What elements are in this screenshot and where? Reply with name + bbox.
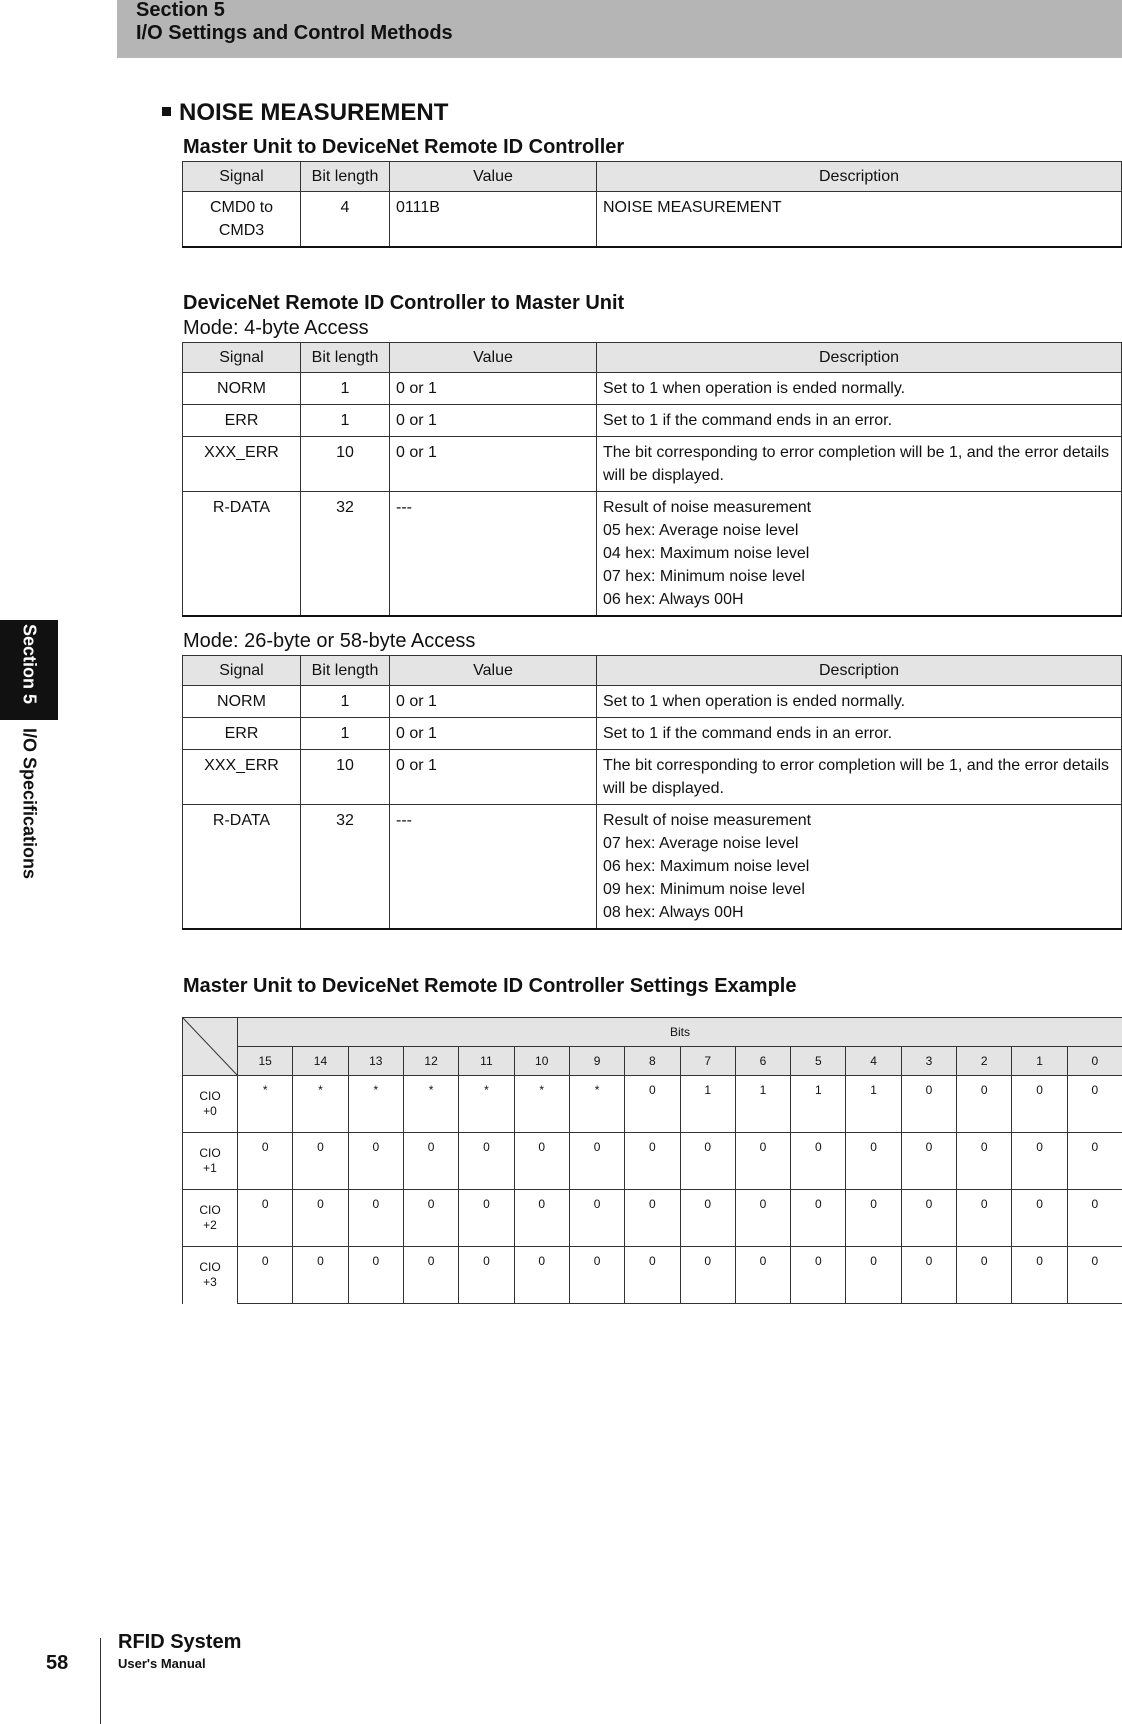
bit-number: 13	[348, 1047, 403, 1076]
bit-label-cell	[846, 1104, 901, 1133]
table3-mode: Mode: 26-byte or 58-byte Access	[183, 630, 476, 652]
bit-value: *	[348, 1076, 403, 1105]
bit-label-cell	[403, 1275, 458, 1304]
bit-value: 0	[403, 1133, 458, 1162]
bit-value: 0	[901, 1247, 956, 1276]
table-row	[183, 373, 1122, 405]
bit-value: *	[238, 1076, 293, 1105]
table-row	[183, 718, 1122, 750]
bit-label-cell	[1067, 1104, 1122, 1133]
bit-label-cell	[735, 1161, 790, 1190]
table-cell: 1	[301, 686, 390, 718]
bit-label-cell	[569, 1275, 624, 1304]
bit-value: 0	[791, 1247, 846, 1276]
bit-number: 2	[957, 1047, 1012, 1076]
bit-label-cell	[293, 1104, 348, 1133]
bit-number-row	[183, 1047, 1122, 1076]
bits-header-row	[183, 1018, 1122, 1047]
bit-value: 0	[680, 1247, 735, 1276]
footer-subtitle: User's Manual	[118, 1656, 206, 1671]
bit-label-cell	[459, 1218, 514, 1247]
bit-label-cell	[1012, 1161, 1067, 1190]
bit-value: *	[293, 1076, 348, 1105]
bit-label-cell	[238, 1161, 293, 1190]
bit-value: 0	[403, 1190, 458, 1219]
bit-label-cell	[901, 1275, 956, 1304]
bit-number: 3	[901, 1047, 956, 1076]
bit-label-cell	[514, 1218, 569, 1247]
side-tab-section: Section 5	[19, 624, 40, 705]
bit-number: 5	[791, 1047, 846, 1076]
bit-label-cell	[791, 1161, 846, 1190]
bit-number: 9	[569, 1047, 624, 1076]
bit-label-cell	[403, 1104, 458, 1133]
table-cell: R-DATA	[183, 492, 301, 617]
bit-value: 0	[625, 1190, 680, 1219]
bit-value: 0	[957, 1076, 1012, 1105]
bit-label-cell	[293, 1275, 348, 1304]
table-cell: NORM	[183, 686, 301, 718]
bit-label-cell	[957, 1104, 1012, 1133]
table-row	[183, 192, 1122, 248]
table-cell: 10	[301, 750, 390, 805]
bit-label-cell	[680, 1161, 735, 1190]
table-cell: NOISE MEASUREMENT	[597, 192, 1122, 248]
table-cell: XXX_ERR	[183, 437, 301, 492]
bit-label-cell	[238, 1104, 293, 1133]
bit-label-cell	[791, 1275, 846, 1304]
bit-value: 0	[293, 1190, 348, 1219]
bit-label-cell	[514, 1161, 569, 1190]
table-cell: 0 or 1	[390, 686, 597, 718]
bit-label-cell	[625, 1104, 680, 1133]
cio-label: CIO +1	[183, 1133, 238, 1190]
table-header-row	[183, 343, 1122, 373]
column-header: Value	[390, 162, 597, 192]
bit-value: 0	[846, 1247, 901, 1276]
bit-value: 0	[625, 1133, 680, 1162]
bit-number: 0	[1067, 1047, 1122, 1076]
bit-value: 0	[293, 1133, 348, 1162]
bit-label-cell	[791, 1218, 846, 1247]
bit-value: 0	[403, 1247, 458, 1276]
bits-label: Bits	[238, 1018, 1122, 1047]
bit-label-cell	[293, 1161, 348, 1190]
table-cell: Set to 1 if the command ends in an error.	[597, 718, 1122, 750]
bit-label-row	[183, 1104, 1122, 1133]
table-cell: 0 or 1	[390, 373, 597, 405]
bit-value: 0	[459, 1247, 514, 1276]
bit-label-cell	[846, 1161, 901, 1190]
response-table-26-58byte	[182, 655, 1122, 930]
bit-label-cell	[680, 1104, 735, 1133]
table-cell: ERR	[183, 405, 301, 437]
bit-number: 14	[293, 1047, 348, 1076]
square-bullet-icon	[162, 107, 171, 116]
bit-label-cell	[1012, 1275, 1067, 1304]
table-header-row	[183, 162, 1122, 192]
bit-label-cell	[901, 1104, 956, 1133]
bit-value: 0	[625, 1247, 680, 1276]
bit-label-cell	[514, 1104, 569, 1133]
bit-number: 8	[625, 1047, 680, 1076]
bit-value: 0	[348, 1133, 403, 1162]
bit-value: 1	[735, 1076, 790, 1105]
bit-number: 12	[403, 1047, 458, 1076]
bit-value: 0	[569, 1247, 624, 1276]
bit-value: *	[514, 1076, 569, 1105]
bit-label-cell	[901, 1161, 956, 1190]
cio-label: CIO +0	[183, 1076, 238, 1133]
table-cell: ---	[390, 805, 597, 930]
settings-example-heading: Master Unit to DeviceNet Remote ID Controller Settings Example	[183, 975, 797, 997]
bit-value: 1	[846, 1076, 901, 1105]
bits-table	[182, 1017, 1122, 1304]
bit-label-cell	[1012, 1218, 1067, 1247]
bit-label-cell	[625, 1218, 680, 1247]
bit-label-cell	[348, 1104, 403, 1133]
column-header: Signal	[183, 162, 301, 192]
bit-label-cell	[957, 1275, 1012, 1304]
table-row	[183, 686, 1122, 718]
bit-value: 0	[791, 1190, 846, 1219]
bit-value: *	[403, 1076, 458, 1105]
bit-number: 6	[735, 1047, 790, 1076]
table-cell: 0 or 1	[390, 750, 597, 805]
cio-label: CIO +2	[183, 1190, 238, 1247]
bit-label-cell	[1067, 1161, 1122, 1190]
table-cell: XXX_ERR	[183, 750, 301, 805]
table-cell: CMD0 to CMD3	[183, 192, 301, 248]
column-header: Description	[597, 656, 1122, 686]
bit-label-cell	[735, 1218, 790, 1247]
page-number: 58	[46, 1652, 69, 1674]
bit-value: 0	[348, 1247, 403, 1276]
page-header	[117, 0, 1122, 58]
table-row	[183, 437, 1122, 492]
table-cell: 32	[301, 805, 390, 930]
bit-value: 0	[459, 1190, 514, 1219]
corner-cell	[183, 1018, 238, 1076]
bit-label-cell	[1067, 1275, 1122, 1304]
bit-label-cell	[348, 1218, 403, 1247]
bit-label-cell	[348, 1275, 403, 1304]
bit-label-cell	[238, 1218, 293, 1247]
bit-label-cell	[514, 1275, 569, 1304]
table-cell: 32	[301, 492, 390, 617]
bit-label-cell	[569, 1104, 624, 1133]
response-table-4byte	[182, 342, 1122, 617]
column-header: Bit length	[301, 656, 390, 686]
bit-label-row	[183, 1161, 1122, 1190]
table-cell: ---	[390, 492, 597, 617]
bit-value: 0	[1067, 1190, 1122, 1219]
bit-label-cell	[238, 1275, 293, 1304]
bit-number: 4	[846, 1047, 901, 1076]
bit-label-cell	[459, 1104, 514, 1133]
column-header: Bit length	[301, 343, 390, 373]
bit-value: *	[459, 1076, 514, 1105]
table-cell: R-DATA	[183, 805, 301, 930]
column-header: Value	[390, 656, 597, 686]
table-row	[183, 405, 1122, 437]
command-table	[182, 161, 1122, 248]
bit-value: *	[569, 1076, 624, 1105]
table-cell: 0 or 1	[390, 405, 597, 437]
bit-label-row	[183, 1275, 1122, 1304]
bit-label-cell	[846, 1275, 901, 1304]
header-section: Section 5	[136, 0, 225, 21]
bit-value: 0	[735, 1190, 790, 1219]
bit-value: 0	[901, 1076, 956, 1105]
column-header: Signal	[183, 656, 301, 686]
bit-label-cell	[625, 1161, 680, 1190]
cio-label: CIO +3	[183, 1247, 238, 1304]
bit-value: 0	[957, 1133, 1012, 1162]
side-tab-label: I/O Specifications	[19, 728, 40, 880]
table-cell: 0 or 1	[390, 437, 597, 492]
bit-number: 1	[1012, 1047, 1067, 1076]
bit-label-cell	[459, 1161, 514, 1190]
bit-value: 0	[846, 1190, 901, 1219]
bit-value: 0	[625, 1076, 680, 1105]
bit-value: 0	[1067, 1133, 1122, 1162]
table-cell: 0 or 1	[390, 718, 597, 750]
column-header: Description	[597, 343, 1122, 373]
bit-label-cell	[348, 1161, 403, 1190]
bit-number: 11	[459, 1047, 514, 1076]
table-cell: Set to 1 if the command ends in an error.	[597, 405, 1122, 437]
table-cell: 4	[301, 192, 390, 248]
bit-number: 7	[680, 1047, 735, 1076]
column-header: Bit length	[301, 162, 390, 192]
bit-label-row	[183, 1218, 1122, 1247]
bit-label-cell	[569, 1161, 624, 1190]
table-cell: NORM	[183, 373, 301, 405]
bit-label-cell	[791, 1104, 846, 1133]
bit-value: 0	[1012, 1247, 1067, 1276]
bit-label-cell	[1067, 1218, 1122, 1247]
bit-value: 0	[1012, 1190, 1067, 1219]
bit-value: 0	[1067, 1076, 1122, 1105]
page-title-text: NOISE MEASUREMENT	[179, 99, 449, 126]
bit-value-row	[183, 1190, 1122, 1219]
column-header: Value	[390, 343, 597, 373]
bit-value: 0	[957, 1247, 1012, 1276]
bit-number: 15	[238, 1047, 293, 1076]
bit-value: 0	[735, 1133, 790, 1162]
bit-value: 0	[514, 1247, 569, 1276]
table-cell: 0111B	[390, 192, 597, 248]
bit-value: 0	[680, 1133, 735, 1162]
bit-value: 0	[901, 1133, 956, 1162]
bit-label-cell	[735, 1275, 790, 1304]
bit-label-cell	[625, 1275, 680, 1304]
bit-value: 0	[238, 1247, 293, 1276]
bit-value: 0	[1067, 1247, 1122, 1276]
table-cell: ERR	[183, 718, 301, 750]
table-cell: Result of noise measurement 05 hex: Average noise level 04 hex: Maximum noise level 07 hex: Minimum noise level 06 hex: Always 00H	[597, 492, 1122, 617]
bit-label-cell	[901, 1218, 956, 1247]
table-cell: Set to 1 when operation is ended normally.	[597, 686, 1122, 718]
bit-label-cell	[1012, 1104, 1067, 1133]
bit-value-row	[183, 1247, 1122, 1276]
bit-label-cell	[735, 1104, 790, 1133]
bit-value: 0	[459, 1133, 514, 1162]
bit-value: 0	[846, 1133, 901, 1162]
bit-value-row	[183, 1133, 1122, 1162]
table-header-row	[183, 656, 1122, 686]
bit-value: 0	[238, 1133, 293, 1162]
table-cell: 10	[301, 437, 390, 492]
footer-title: RFID System	[118, 1631, 242, 1653]
bit-value: 0	[791, 1133, 846, 1162]
diagonal-line	[183, 1018, 238, 1076]
table1-heading: Master Unit to DeviceNet Remote ID Controller	[183, 136, 625, 158]
bit-value: 0	[680, 1190, 735, 1219]
bit-value-row	[183, 1076, 1122, 1105]
header-title: I/O Settings and Control Methods	[136, 22, 453, 44]
bit-label-cell	[459, 1275, 514, 1304]
bit-value: 0	[735, 1247, 790, 1276]
bit-label-cell	[846, 1218, 901, 1247]
bit-number: 10	[514, 1047, 569, 1076]
table-cell: The bit corresponding to error completion will be 1, and the error details will be displayed.	[597, 750, 1122, 805]
bit-value: 0	[1012, 1076, 1067, 1105]
table-cell: 1	[301, 373, 390, 405]
bit-label-cell	[569, 1218, 624, 1247]
bit-label-cell	[403, 1218, 458, 1247]
table-row	[183, 805, 1122, 930]
bit-value: 1	[791, 1076, 846, 1105]
bit-value: 0	[957, 1190, 1012, 1219]
bit-value: 1	[680, 1076, 735, 1105]
bit-value: 0	[514, 1190, 569, 1219]
bit-label-cell	[403, 1161, 458, 1190]
page-title	[162, 99, 448, 127]
bit-value: 0	[569, 1190, 624, 1219]
table-cell: 1	[301, 405, 390, 437]
bit-value: 0	[293, 1247, 348, 1276]
bit-value: 0	[1012, 1133, 1067, 1162]
table-row	[183, 750, 1122, 805]
bit-value: 0	[514, 1133, 569, 1162]
table-cell: Result of noise measurement 07 hex: Average noise level 06 hex: Maximum noise level 09 hex: Minimum noise level 08 hex: Always 00H	[597, 805, 1122, 930]
bit-value: 0	[348, 1190, 403, 1219]
bit-label-cell	[293, 1218, 348, 1247]
table-cell: 1	[301, 718, 390, 750]
bit-value: 0	[569, 1133, 624, 1162]
table-cell: The bit corresponding to error completion will be 1, and the error details will be displayed.	[597, 437, 1122, 492]
bit-label-cell	[680, 1275, 735, 1304]
bit-label-cell	[957, 1161, 1012, 1190]
table2-mode: Mode: 4-byte Access	[183, 317, 369, 339]
table2-heading: DeviceNet Remote ID Controller to Master Unit	[183, 292, 625, 314]
table-cell: Set to 1 when operation is ended normally.	[597, 373, 1122, 405]
footer-divider	[100, 1638, 101, 1724]
table-row	[183, 492, 1122, 617]
bit-label-cell	[680, 1218, 735, 1247]
column-header: Signal	[183, 343, 301, 373]
bit-value: 0	[238, 1190, 293, 1219]
column-header: Description	[597, 162, 1122, 192]
bit-label-cell	[957, 1218, 1012, 1247]
bit-value: 0	[901, 1190, 956, 1219]
